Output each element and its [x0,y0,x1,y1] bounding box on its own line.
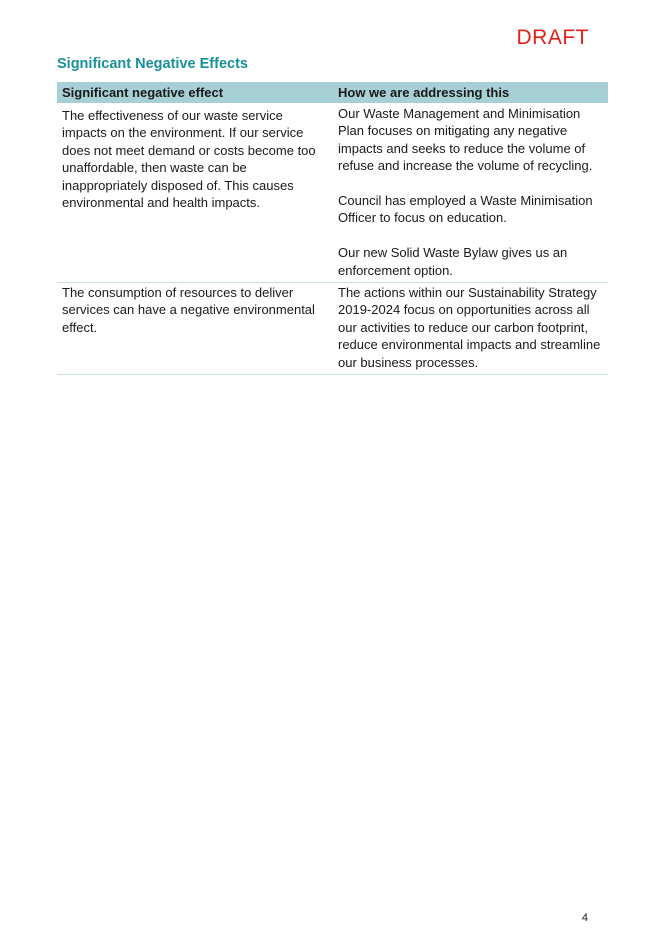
table-row [57,283,608,375]
table-row [57,103,608,283]
response-paragraph: Our Waste Management and Minimisation Plan focuses on mitigating any negative impacts and seeks to reduce the volume of refuse and increase the volume of recycling. [338,106,593,174]
response-paragraph: Council has employed a Waste Minimisation Officer to focus on education. [338,193,593,226]
header-response: How we are addressing this [333,82,608,103]
section-title: Significant Negative Effects [57,56,248,72]
table-header-row [57,82,608,103]
draft-watermark: DRAFT [516,26,589,49]
response-paragraph: Our new Solid Waste Bylaw gives us an enforcement option. [338,245,568,278]
header-effect: Significant negative effect [57,82,333,103]
negative-effects-table [57,82,608,375]
response-cell [333,103,608,283]
response-paragraph: The actions within our Sustainability Strategy 2019-2024 focus on opportunities across all our activities to reduce our carbon footprint, reduce environmental impacts and streamline our business processes. [338,285,601,370]
effect-cell: The consumption of resources to deliver services can have a negative environmental effect. [57,283,333,375]
effect-cell: The effectiveness of our waste service impacts on the environment. If our service does not meet demand or costs become too unaffordable, then waste can be inappropriately disposed of. This causes environmental and health impacts. [57,103,333,283]
page-number: 4 [581,912,588,924]
response-cell [333,283,608,375]
